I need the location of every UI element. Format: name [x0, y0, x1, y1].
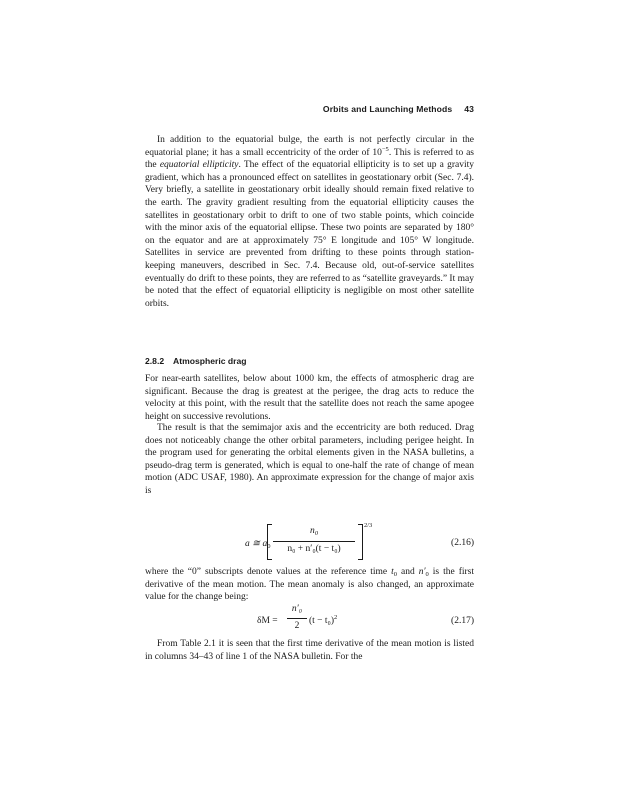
equation-number: (2.16) — [451, 538, 474, 548]
paragraph-table-reference: From Table 2.1 it is seen that the first time derivative of the mean motion is listed in columns 34–43 of line 1 of the NASA bulletin. For the — [145, 639, 474, 662]
section-heading — [145, 356, 247, 366]
section-title: Atmospheric drag — [173, 356, 247, 366]
page-number: 43 — [464, 104, 474, 114]
paragraph-drag-intro: For near-earth satellites, below about 1000 km, the effects of atmospheric drag are significant. Because the drag is greatest at the perigee, the drag acts to reduce the velocity at this point, with the result that the satellite does not reach the same apogee height on successive revolutions. — [145, 374, 474, 422]
running-header — [145, 104, 474, 114]
running-title: Orbits and Launching Methods — [322, 104, 453, 114]
equation-2-17: δM = n′₀ 2 $(t - t_0)^2$ (2.17) — [257, 604, 474, 631]
emphasis-term: equatorial ellipticity — [159, 160, 239, 171]
paragraph-drag-effects: The result is that the semimajor axis and the eccentricity are both reduced. Drag does not noticeably change the other orbital parameters, including perigee height. In the program used for generating the orbital elements given in the NASA bulletins, a pseudo-drag term is generated, which is equal to one-half the rate of change of mean motion (ADC USAF, 1980). An approximate expression for the change of major axis is — [145, 423, 474, 496]
section-number: 2.8.2 — [145, 356, 165, 366]
equation-number: (2.17) — [451, 616, 474, 626]
equation-2-16: a ≅ $a_0$ $n_0$ n₀ + n′₀(t − t₀) 2/3 (2.16) — [145, 522, 474, 562]
paragraph-equatorial-ellipticity: In addition to the equatorial bulge, the earth is not perfectly circular in the equatorial plane; it has a small eccentricity of the order of $10^{-5}$. This is referred to as the equatorial ellipticity. The effect of the equatorial ellipticity is to set up a gravity gradient, which has a pronounced effect on satellites in geostationary orbit (Sec. 7.4). Very briefly, a satellite in geostationary orbit ideally should remain fixed relative to the earth. The gravity gradient resulting from the equatorial ellipticity causes the satellites in geostationary orbit to drift to one of two stable points, which coincide with the minor axis of the equatorial ellipse. These two points are separated by 180° on the equator and are at approximately 75° E longitude and 105° W longitude. Satellites in service are prevented from drifting to these points through station-keeping maneuvers, described in Sec. 7.4. Because old, out-of-service satellites eventually do drift to these points, they are referred to as “satellite graveyards.” It may be noted that the effect of equatorial ellipticity is negligible on most other satellite orbits. — [145, 135, 475, 309]
paragraph-reference-time: where the “0” subscripts denote values at the reference time $t_0$ and $n'_0$ is the first derivative of the mean motion. The mean anomaly is also changed, an approximate value for the change being: — [145, 567, 475, 603]
